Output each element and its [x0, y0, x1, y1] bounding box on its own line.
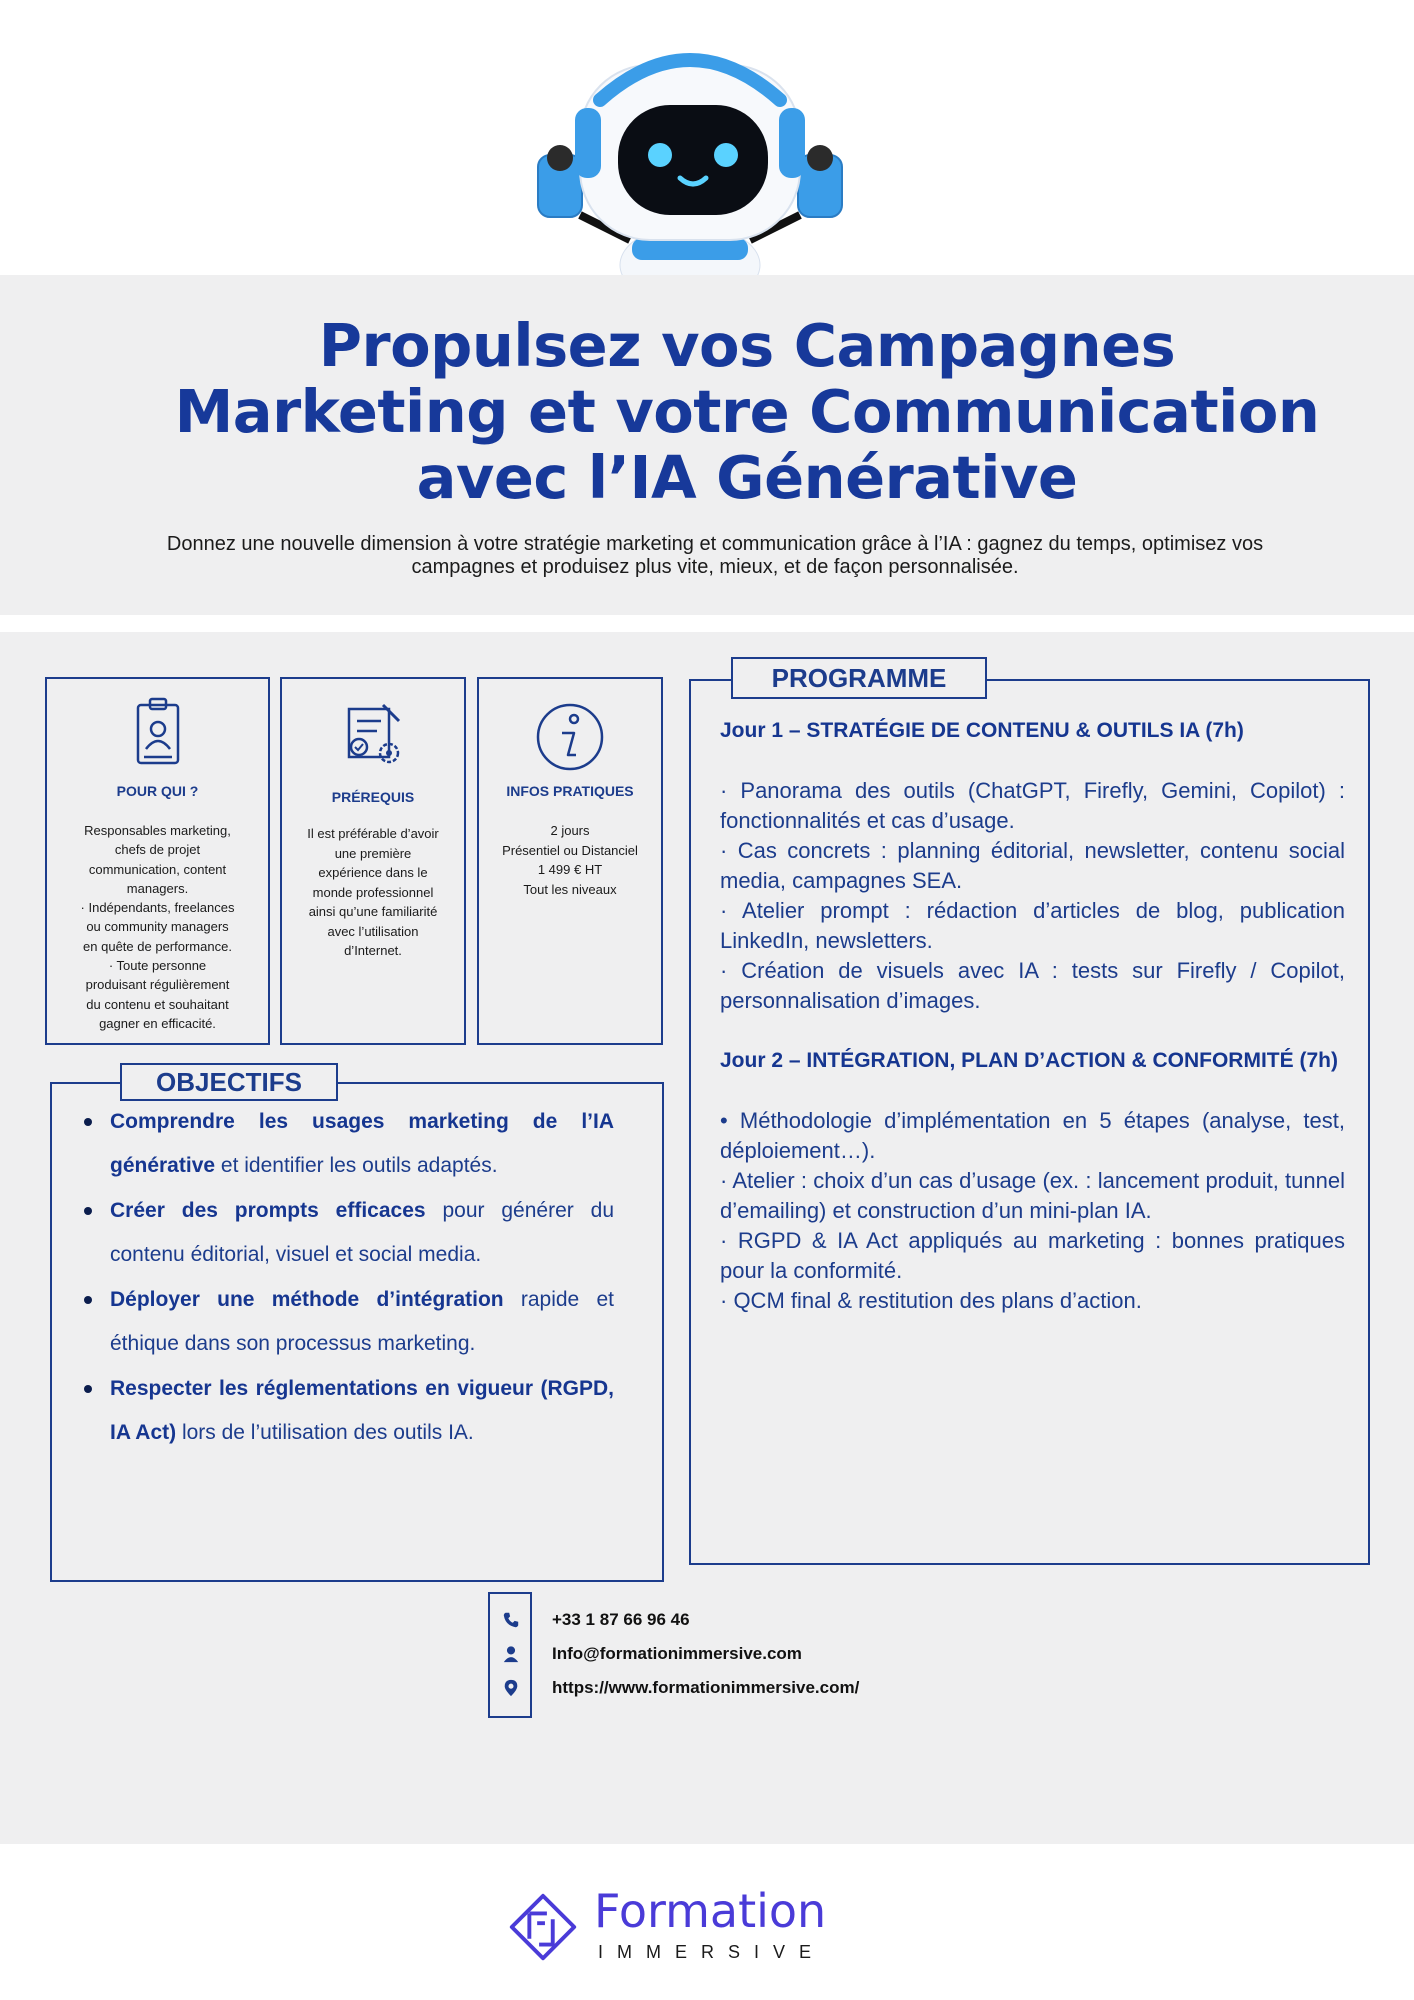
logo-mark-icon: [504, 1890, 582, 1968]
text-line: gagner en efficacité.: [99, 1015, 216, 1031]
page-title: [0, 313, 1414, 511]
location-pin-icon: [502, 1678, 520, 1698]
level: Tout les niveaux: [523, 881, 617, 897]
phone-number[interactable]: +33 1 87 66 96 46: [552, 1610, 690, 1629]
text-line: ainsi qu’une familiarité: [308, 904, 438, 919]
text-line: du contenu et souhaitant: [86, 996, 229, 1012]
email-link[interactable]: Info@formationimmersive.com: [552, 1644, 802, 1663]
logo-subtitle: IMMERSIVE: [598, 1942, 826, 1962]
objective-highlight: Respecter les réglementations en vigueur (RGPD, IA Act): [110, 1377, 614, 1444]
text-line: une première: [334, 845, 412, 861]
phone-icon: [502, 1610, 520, 1630]
text-line: managers.: [126, 880, 189, 896]
duration: 2 jours: [550, 823, 590, 838]
info-icon: [530, 697, 610, 777]
day2-item: · Atelier : choix d’un cas d’usage (ex. : lancement produit, tunnel d’emailing) et construction d’un mini-plan IA.: [720, 1168, 1345, 1223]
text-line: communication, content: [88, 861, 227, 877]
formation-immersive-logo: [504, 1884, 844, 1972]
title-line-3: avec l’IA Générative: [416, 443, 1078, 512]
website-link[interactable]: https://www.formationimmersive.com/: [552, 1678, 860, 1697]
badge-person-icon: [118, 693, 198, 773]
objective-text: et identifier les outils adaptés.: [215, 1154, 498, 1177]
list-item: [110, 1278, 614, 1366]
objective-text: lors de l’utilisation des outils IA.: [176, 1421, 474, 1444]
objective-text: pour générer du contenu éditorial, visuel et social media.: [110, 1199, 614, 1266]
day2-item: · QCM final & restitution des plans d’action.: [720, 1288, 1142, 1313]
hero-subtitle: Donnez une nouvelle dimension à votre stratégie marketing et communication grâce à l’IA : gagnez du temps, optimisez vos campagnes et produisez plus vite, mieux, et de façon personnalisée.: [166, 533, 1264, 578]
text-line: · Indépendants, freelances: [80, 900, 235, 916]
day1-item: · Cas concrets : planning éditorial, newsletter, contenu social media, campagnes SEA.: [720, 838, 1345, 893]
objective-highlight: Comprendre les usages marketing de l’IA générative: [110, 1110, 614, 1177]
programme-label: PROGRAMME: [731, 657, 987, 699]
logo-name: Formation: [594, 1884, 827, 1938]
info-box-pour-qui: [45, 677, 270, 1045]
day1-title: Jour 1 – STRATÉGIE DE CONTENU & OUTILS IA (7h): [720, 719, 1244, 742]
prerequis-text: [296, 824, 450, 961]
format: Présentiel ou Distanciel: [502, 842, 638, 858]
text-line: · Toute personne: [108, 958, 207, 974]
day1-item: · Création de visuels avec IA : tests sur Firefly / Copilot, personnalisation d’images.: [720, 958, 1345, 1013]
objective-highlight: Créer des prompts efficaces: [110, 1199, 426, 1222]
text-line: ou community managers: [86, 919, 229, 935]
user-icon: [502, 1644, 520, 1664]
list-item: [110, 1100, 614, 1188]
list-item: [110, 1367, 614, 1455]
text-line: Il est préférable d’avoir: [307, 826, 439, 841]
title-line-2: Marketing et votre Communication: [174, 377, 1320, 446]
info-box-prerequis: [280, 677, 466, 1045]
day2-item: · RGPD & IA Act appliqués au marketing : bonnes pratiques pour la conformité.: [720, 1228, 1345, 1283]
objective-text: rapide et éthique dans son processus marketing.: [110, 1288, 614, 1355]
text-line: en quête de performance.: [83, 938, 232, 954]
price: 1 499 € HT: [537, 862, 603, 877]
text-line: expérience dans le: [318, 865, 428, 880]
text-line: produisant régulièrement: [85, 977, 230, 993]
title-line-1: Propulsez vos Campagnes: [318, 311, 1176, 380]
pour-qui-text: [61, 821, 254, 1033]
infos-pratiques-text: [493, 821, 647, 899]
text-line: d’Internet.: [344, 943, 402, 958]
prerequis-title: PRÉREQUIS: [331, 789, 415, 805]
objective-highlight: Déployer une méthode d’intégration: [110, 1288, 504, 1311]
contact-email: [530, 1640, 1030, 1670]
robot-illustration: [520, 30, 860, 275]
day2-item: • Méthodologie d’implémentation en 5 étapes (analyse, test, déploiement…).: [720, 1108, 1345, 1163]
document-gear-icon: [333, 697, 413, 777]
day2-title: Jour 2 – INTÉGRATION, PLAN D’ACTION & CONFORMITÉ (7h): [720, 1049, 1338, 1072]
contact-phone: [530, 1606, 1030, 1636]
objectifs-label: OBJECTIFS: [120, 1063, 338, 1101]
pour-qui-title: POUR QUI ?: [116, 783, 199, 799]
programme-content: [720, 716, 1345, 1316]
text-line: monde professionnel: [312, 884, 434, 900]
infos-pratiques-title: INFOS PRATIQUES: [506, 783, 634, 799]
day1-item: · Atelier prompt : rédaction d’articles de blog, publication LinkedIn, newsletters.: [720, 898, 1345, 953]
text-line: Responsables marketing,: [84, 823, 231, 838]
list-item: [110, 1189, 614, 1277]
info-box-infos-pratiques: [477, 677, 663, 1045]
day1-item: · Panorama des outils (ChatGPT, Firefly, Gemini, Copilot) : fonctionnalités et cas d’usage.: [720, 778, 1345, 833]
contact-website: [530, 1674, 1030, 1704]
hero-banner: [0, 275, 1414, 615]
text-line: chefs de projet: [114, 842, 201, 858]
objectifs-list: [110, 1100, 614, 1456]
text-line: avec l’utilisation: [327, 923, 419, 939]
